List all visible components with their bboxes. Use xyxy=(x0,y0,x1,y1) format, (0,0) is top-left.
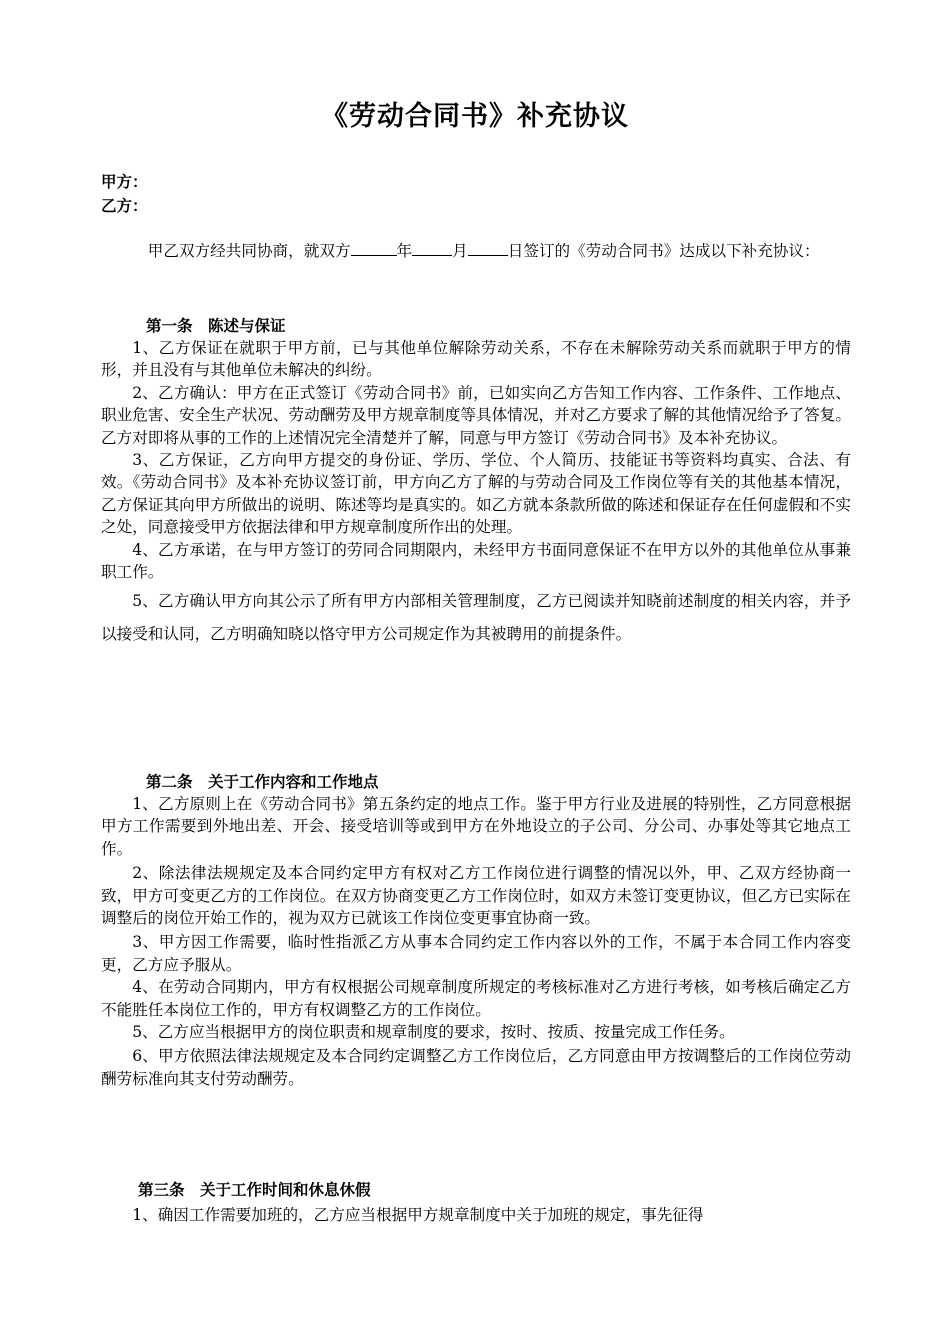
intro-paragraph xyxy=(101,238,851,264)
article-1-heading: 第一条 陈述与保证 xyxy=(146,317,286,335)
article-3-heading: 第三条 关于工作时间和休息休假 xyxy=(138,1181,371,1199)
party-a-label: 甲方： xyxy=(101,173,148,191)
article-1-paragraph: 5、乙方确认甲方向其公示了所有甲方内部相关管理制度，乙方已阅读并知晓前述制度的相关内容，并予以接受和认同，乙方明确知晓以恪守甲方公司规定作为其被聘用的前提条件。 xyxy=(101,592,851,644)
party-b-label: 乙方： xyxy=(101,197,148,215)
intro-text-1: 甲乙双方经共同协商，就双方 xyxy=(147,242,351,260)
article-3-body xyxy=(101,1204,851,1226)
article-2-paragraph: 5、乙方应当根据甲方的岗位职责和规章制度的要求，按时、按质、按量完成工作任务。 xyxy=(132,1023,735,1042)
intro-year: 年 xyxy=(396,242,413,260)
document-title: 《劳动合同书》补充协议 xyxy=(321,101,629,132)
article-2-body xyxy=(101,793,851,1090)
article-2-paragraph: 6、甲方依照法律法规规定及本合同约定调整乙方工作岗位后，乙方同意由甲方按调整后的工作岗位劳动酬劳标准向其支付劳动酬劳。 xyxy=(101,1047,851,1088)
year-blank xyxy=(351,239,397,256)
article-2-paragraph: 1、乙方原则上在《劳动合同书》第五条约定的地点工作。鉴于甲方行业及进展的特别性，乙方同意根据甲方工作需要到外地出差、开会、接受培训等或到甲方在外地设立的子公司、分公司、办事处等其它地点工作。 xyxy=(101,795,851,858)
article-2-heading: 第二条 关于工作内容和工作地点 xyxy=(146,773,379,791)
article-1-paragraph: 4、乙方承诺，在与甲方签订的劳同合同期限内，未经甲方书面同意保证不在甲方以外的其他单位从事兼职工作。 xyxy=(101,540,851,582)
article-1-body xyxy=(101,337,851,651)
article-1-paragraph: 1、乙方保证在就职于甲方前，已与其他单位解除劳动关系，不存在未解除劳动关系而就职于甲方的情形，并且没有与其他单位未解决的纠纷。 xyxy=(101,339,851,380)
article-3-paragraph: 1、确因工作需要加班的，乙方应当根据甲方规章制度中关于加班的规定，事先征得 xyxy=(132,1206,704,1224)
article-1-paragraph: 3、乙方保证，乙方向甲方提交的身份证、学历、学位、个人简历、技能证书等资料均真实、合法、有效。《劳动合同书》及本补充协议签订前，甲方向乙方了解的与劳动合同及工作岗位等有关的其他基本情况，乙方保证其向甲方所做出的说明、陈述等均是真实的。如乙方就本条款所做的陈述和保证存在任何虚假和不实之处，同意接受甲方依据法律和甲方规章制度所作出的处理。 xyxy=(101,451,851,537)
article-1-paragraph: 2、乙方确认：甲方在正式签订《劳动合同书》前，已如实向乙方告知工作内容、工作条件、工作地点、职业危害、安全生产状况、劳动酬劳及甲方规章制度等具体情况，并对乙方要求了解的其他情况给予了答复。乙方对即将从事的工作的上述情况完全清楚并了解，同意与甲方签订《劳动合同书》及本补充协议。 xyxy=(101,383,851,447)
article-2-paragraph: 2、除法律法规规定及本合同约定甲方有权对乙方工作岗位进行调整的情况以外，甲、乙双方经协商一致，甲方可变更乙方的工作岗位。在双方协商变更乙方工作岗位时，如双方未签订变更协议，但乙方已实际在调整后的岗位开始工作的，视为双方已就该工作岗位变更事宜协商一致。 xyxy=(101,864,851,928)
intro-month: 月 xyxy=(452,242,468,260)
article-2-paragraph: 3、甲方因工作需要，临时性指派乙方从事本合同约定工作内容以外的工作，不属于本合同工作内容变更，乙方应予服从。 xyxy=(101,933,851,974)
day-blank xyxy=(468,239,508,256)
article-2-paragraph: 4、在劳动合同期内，甲方有权根据公司规章制度所规定的考核标准对乙方进行考核，如考核后确定乙方不能胜任本岗位工作的，甲方有权调整乙方的工作岗位。 xyxy=(101,978,851,1019)
intro-text-2: 日签订的《劳动合同书》达成以下补充协议： xyxy=(507,242,820,260)
month-blank xyxy=(412,239,452,256)
